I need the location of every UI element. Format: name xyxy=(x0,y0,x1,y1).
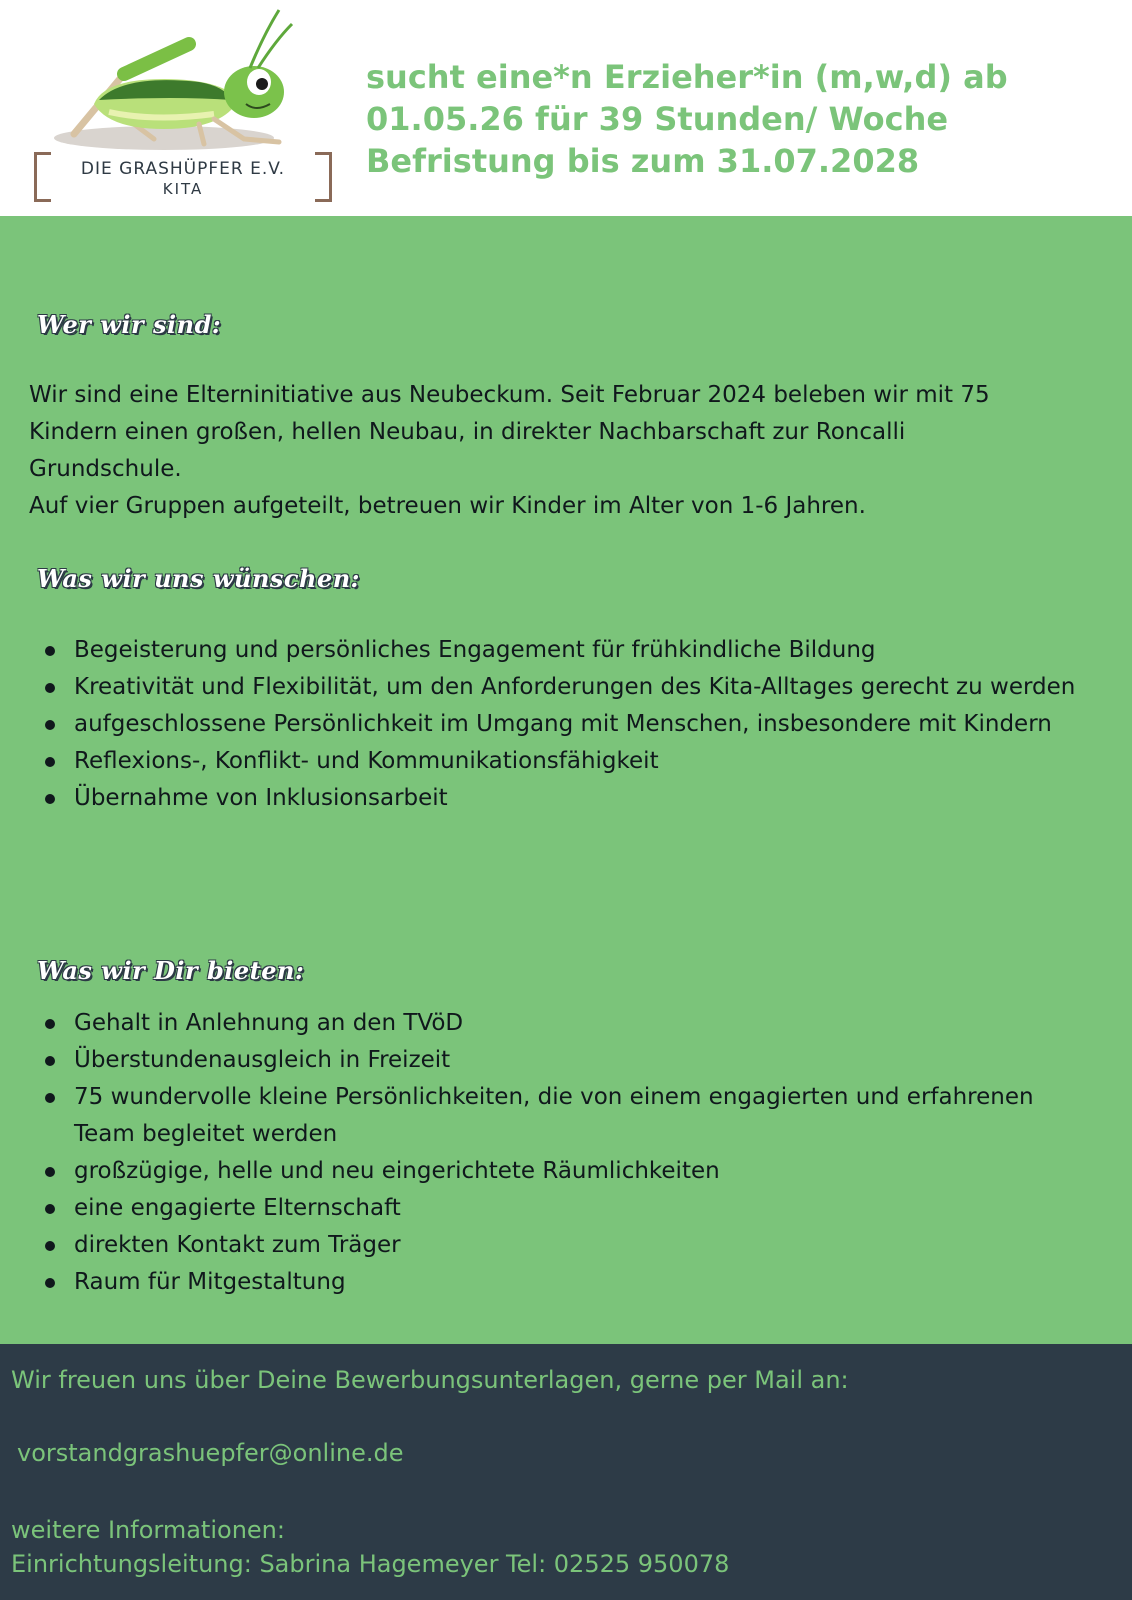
footer-contact xyxy=(0,1344,1132,1600)
headline-line: Befristung bis zum 31.07.2028 xyxy=(366,142,920,180)
list-item: Kreativität und Flexibilität, um den Anforderungen des Kita-Alltages gerecht zu werden xyxy=(0,669,1100,706)
headline-line: 01.05.26 für 39 Stunden/ Woche xyxy=(366,100,949,138)
footer-intro: Wir freuen uns über Deine Bewerbungsunterlagen, gerne per Mail an: xyxy=(11,1366,849,1394)
offers-title: Was wir Dir bieten: xyxy=(37,956,305,985)
wishes-title: Was wir uns wünschen: xyxy=(37,564,361,593)
logo-text-frame xyxy=(34,152,332,202)
list-item: Raum für Mitgestaltung xyxy=(0,1264,1100,1301)
list-item: Begeisterung und persönliches Engagement für frühkindliche Bildung xyxy=(0,632,1100,669)
contact-email-link[interactable]: vorstandgrashuepfer@online.de xyxy=(17,1439,404,1467)
about-line: Auf vier Gruppen aufgeteilt, betreuen wir Kinder im Alter von 1-6 Jahren. xyxy=(29,493,866,519)
grasshopper-logo xyxy=(14,4,324,204)
list-item: Gehalt in Anlehnung an den TVöD xyxy=(0,1005,1100,1042)
logo-name: DIE GRASHÜPFER E.V. xyxy=(80,159,286,179)
footer-more-info: weitere Informationen: xyxy=(11,1516,285,1544)
about-title: Wer wir sind: xyxy=(37,310,222,339)
offers-list xyxy=(0,1005,1100,1301)
header xyxy=(0,0,1132,216)
list-item: Überstundenausgleich in Freizeit xyxy=(0,1042,1100,1079)
list-item: eine engagierte Elternschaft xyxy=(0,1190,1100,1227)
about-line: Wir sind eine Elterninitiative aus Neubeckum. Seit Februar 2024 beleben wir mit 75 xyxy=(29,382,990,408)
about-text xyxy=(29,377,1119,525)
about-line: Kindern einen großen, hellen Neubau, in direkter Nachbarschaft zur Roncalli xyxy=(29,419,906,445)
list-item: Reflexions-, Konflikt- und Kommunikationsfähigkeit xyxy=(0,743,1100,780)
list-item: großzügige, helle und neu eingerichtete Räumlichkeiten xyxy=(0,1153,1100,1190)
list-item: direkten Kontakt zum Träger xyxy=(0,1227,1100,1264)
wishes-list xyxy=(0,632,1100,817)
grasshopper-icon xyxy=(14,4,324,154)
list-item: Übernahme von Inklusionsarbeit xyxy=(0,780,1100,817)
headline xyxy=(366,56,1106,182)
about-line: Grundschule. xyxy=(29,456,182,482)
footer-contact-person: Einrichtungsleitung: Sabrina Hagemeyer Tel: 02525 950078 xyxy=(11,1550,730,1578)
headline-line: sucht eine*n Erzieher*in (m,w,d) ab xyxy=(366,58,1008,96)
list-item: 75 wundervolle kleine Persönlichkeiten, die von einem engagierten und erfahrenen Team begleitet werden xyxy=(0,1079,1100,1153)
logo-sub: KITA xyxy=(162,180,204,198)
main-content xyxy=(0,216,1132,1344)
list-item: aufgeschlossene Persönlichkeit im Umgang mit Menschen, insbesondere mit Kindern xyxy=(0,706,1100,743)
